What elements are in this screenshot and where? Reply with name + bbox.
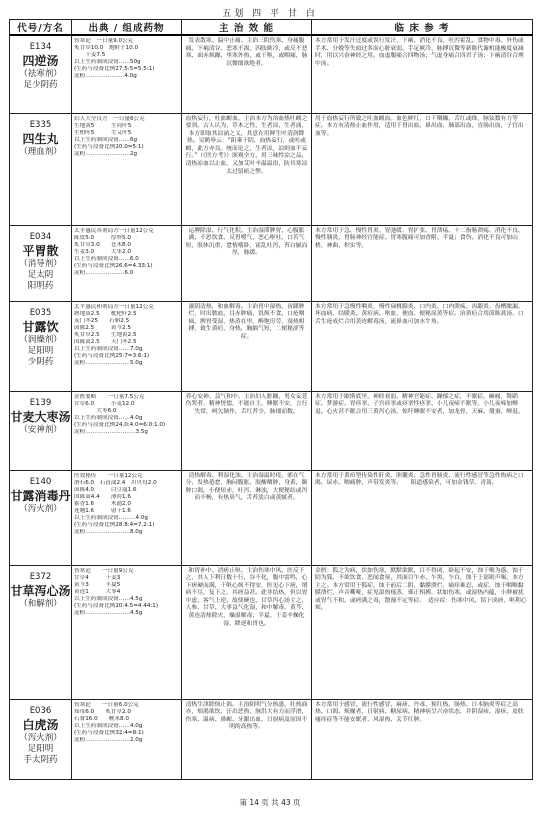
column-header-reference: 临 床 参 考 bbox=[312, 20, 533, 36]
formula-code: E372 bbox=[29, 571, 52, 582]
source-line: 国陈蒿4.4 薄荷1.6 bbox=[74, 493, 131, 500]
formula-type: （泻火剂） bbox=[19, 732, 62, 743]
source-line: 淀粉……………………2g bbox=[74, 150, 138, 157]
formula-meridian: 足阳明 bbox=[27, 345, 54, 356]
source-composition-cell bbox=[72, 35, 182, 113]
source-line: 伤寒论 一日量6.0公克 bbox=[74, 701, 139, 708]
source-line: 甘草6.0 小麦12.0 bbox=[74, 400, 135, 407]
source-line: (生药与浸膏比例27.5:5=5.5:1) bbox=[74, 66, 155, 72]
source-line: 伤寒论 一日量9.0公克 bbox=[74, 38, 134, 44]
source-line: 熟地黄2.5 枇杷叶2.5 bbox=[74, 310, 137, 317]
source-line: 淀粉…………………6.0 bbox=[74, 269, 134, 276]
source-line: 甘草4 干姜3 bbox=[74, 574, 121, 581]
formula-meridian: 阳明药 bbox=[27, 280, 54, 291]
source-line: 太平惠民和剂局方一日量12公克 bbox=[74, 303, 154, 310]
source-line: 以上生药制成浸膏……6.0 bbox=[74, 255, 139, 262]
effect-cell: 滋阴清热，和血解毒。主治胃中湿热、齿龈肿烂，时出脓血，目赤肿痛、饥烦不食，口疮咽痛，脾胃受湿，热蒸在里，醉饱房劳，湿热相搏，致生黄疸，身热，胸膈气短，二便秘涩等症。 bbox=[182, 301, 312, 391]
source-composition-cell bbox=[72, 391, 182, 470]
formula-meridian: 足太阴 bbox=[27, 269, 54, 280]
clinical-reference-cell: 本方常用于发汗过度或误行发汗、下痢、消化不良、吐泻霍乱、食物中毒、外伤或手术、分娩等失血过多而心脏衰弱、手足厥冷、脉搏沉微等新陈代谢机能极度衰减时，用以兴奋神经之用。血虚腹痛合四物汤；气虚身痛合四君子汤；下痢清谷合理中汤。 bbox=[312, 35, 533, 113]
source-line: 以上生药制成浸膏……7.0g bbox=[74, 345, 143, 352]
clinical-reference-cell: 金匮：狐之为病，状如伤寒，默默欲眠，目不得闭，卧起不安，蚀于喉为惑，蚀于阴为狐，不欲饮食，恶闻食臭，其面目乍赤、乍黑、乍白，蚀于上部则声喝，本方主之。本方常用于狐症，蚀于前后二阴，黏膜溃烂，痛痒难忍，或症，蚀于咽喉黏膜溃烂，声音嘶哑，症见湿热郁蒸，邪正相搏，状如伤寒，或湿热内蕴，小肿被扰或胃气不和，或痞满之毒，散漫不定等症。 适应症：伤寒中风，误下成痞，呕利心烦。 bbox=[312, 565, 533, 699]
formula-meridian: 足阳明 bbox=[27, 743, 54, 754]
effect-cell: 运脾除湿、行气化积。主治湿滞脾胃、心腹胀满、不思饮食、反胃嗳气、恶心呕吐、口苦气短，肢体沉重，怠惰嗜卧，霍乱吐泻，苔白腻而厚，脉缓。 bbox=[182, 225, 312, 301]
code-name-cell bbox=[10, 565, 72, 699]
formula-type: （和解剂） bbox=[19, 598, 62, 609]
source-line: 大枣6.0 bbox=[74, 407, 117, 414]
source-line: 淀粉……………………4.5g bbox=[74, 609, 143, 616]
formula-type: （祛寒剂） bbox=[19, 69, 62, 79]
source-composition-cell bbox=[72, 113, 182, 225]
table-row bbox=[10, 699, 533, 779]
effect-cell: 和胃补中、消痞止呕。主治伤寒中风，医反下之，其人下利日数十行，谷不化，腹中雷鸣，心下痞硬而满，干呕心烦不得安，医见心下痞，谓病不尽，复下之，其痞益甚。此非结热，但以胃中虚，客气上逆，故使硬也，甘草泻心汤主之，人参、甘草、大枣益气化湿，和中解毒，黄芩、黄连清热除火，燥湿解毒；半夏、干姜辛燥化湿，降逆和胃也。 bbox=[182, 565, 312, 699]
source-composition-cell bbox=[72, 699, 182, 779]
source-line: 生姜3.0 大枣2.0 bbox=[74, 248, 131, 255]
code-name-cell bbox=[10, 699, 72, 779]
source-line: 淀粉………………………3.5g bbox=[74, 428, 148, 435]
clinical-reference-cell: 本方常用于歇斯底里、神经衰弱、精神官能症、躁郁之症，不眠症，癫痫，舞蹈症、梦游症、胃痉挛、子宫痉挛或痉挛性痉挛、小儿夜啼不眠等。小儿夜啼加蝉退。心火甚不眠合用三黄泻心汤，惊吓睡眠不安者，加龙骨、天麻、僵蚕、蝉退。 bbox=[312, 391, 533, 470]
clinical-reference-cell: 本方常用于感冒、流行性感冒、麻疹、丹毒、猩红热、肠热、日本脑炎等症之高热、口渴、烦燥者、日射病、糖尿病、精神病呈兴奋状态，并阴湿疹、湿疹、皮肤瘙痒症等不能安眠者、风湿热、关节红肿。 bbox=[312, 699, 533, 779]
source-line: 淀粉……………………2.0g bbox=[74, 736, 143, 743]
source-line: 以上生药制成浸膏……4.0g bbox=[74, 414, 143, 421]
source-line: 淀粉……………………8.0g bbox=[74, 528, 143, 535]
formula-code: E335 bbox=[29, 119, 52, 130]
source-line: 干姜7.5 bbox=[74, 52, 106, 58]
clinical-reference-cell: 本方常用于黄疸型传染性肝炎、胆囊炎、急性胃肠炎、流行性感冒等急性热病之口渴、尿赤、咽痛肿、声带发炎等。 阳道感染者，可加金钱草、青蒿。 bbox=[312, 470, 533, 565]
source-line: 淀粉…………………4.0g bbox=[74, 73, 137, 79]
source-line: (生药与浸膏比例32:4=8:1) bbox=[74, 729, 144, 736]
formula-name: 白虎汤 bbox=[22, 717, 59, 732]
formula-type: （安神剂） bbox=[19, 424, 62, 435]
formula-code: E035 bbox=[29, 307, 52, 318]
source-line: 麦门冬25 石斛2.5 bbox=[74, 317, 130, 324]
code-name-cell bbox=[10, 225, 72, 301]
code-name-cell bbox=[10, 470, 72, 565]
column-header-code: 代号/方名 bbox=[10, 20, 72, 36]
source-line: (生药与浸膏比例26.6=4.33:1) bbox=[74, 262, 153, 269]
source-line: 以上生药制成浸膏………4.0g bbox=[74, 514, 148, 521]
source-line: 炙甘草10.0 炮附子10.0 bbox=[74, 45, 139, 51]
table-row bbox=[10, 113, 533, 225]
source-line: 炙甘草3.0 苍术8.0 bbox=[74, 241, 131, 248]
formula-meridian: 手太阴药 bbox=[23, 754, 58, 765]
source-line: 医效秘传 一日量12公克 bbox=[74, 472, 143, 479]
source-line: 以上生药制成浸膏……4.5g bbox=[74, 595, 143, 602]
source-line: 茵陈4.0 白豆蔻1.6 bbox=[74, 486, 137, 493]
effect-cell: 养心安神、益气和中。主治妇人脏躁、男女妄悲伤哭者，精神恍惚，不能自主，睡眠不安，言行失常，呵欠频作，舌红苔少，脉细而数。 bbox=[182, 391, 312, 470]
formula-code: E036 bbox=[29, 705, 52, 716]
column-header-effect: 主 治 效 能 bbox=[182, 20, 312, 36]
source-line: (生药与浸膏比例25:7=3.6:1) bbox=[74, 352, 150, 359]
effect-cell: 发表散寒、温中止痛。主治三阴伤寒、身痛腹痛、下痢清谷、恶寒不渴、四肢厥冷，或反不恶寒、面赤烦躁、里寒外热，或干呕，或咽痛，脉沉微细欲绝者。 bbox=[182, 35, 312, 113]
code-name-cell bbox=[10, 391, 72, 470]
source-line: 以上生药制成浸膏……4.0g bbox=[74, 722, 143, 729]
source-line: 陈皮5.0 厚朴5.0 bbox=[74, 234, 131, 241]
source-line: (生药与浸膏比例24.0:4.0=6.0:1.0) bbox=[74, 421, 166, 428]
formula-meridian: 少阴药 bbox=[27, 356, 54, 367]
effect-cell: 血热妄行，吐血衄血。主治本方为治血热吐衄之要剂。古人认为，草木之性，生者凉，生者涌，本方即取其凉涌之义，其意在用鲜生叶清润降热。吴鹤皋云：“阳乘于阴，血热妄行，或吐或衄，此方亦良。统而论之，生者凉，凉则血不妄行。”（《医方考》）颂观全方，用三味性凉之品，清热凉血以止血，又加艾叶辛温温宿，防其寒凉太过留瘀之弊。 bbox=[182, 113, 312, 225]
formula-code: E134 bbox=[29, 42, 52, 52]
table-header-row bbox=[10, 20, 533, 36]
source-line: 金匮要略 一日量7.5公克 bbox=[74, 393, 145, 400]
source-line: 生柏叶5 生艾叶5 bbox=[74, 129, 132, 136]
column-header-source: 出典 / 组成药物 bbox=[72, 20, 182, 36]
table-row bbox=[10, 565, 533, 699]
source-line: 藿香1.6 木通2.0 bbox=[74, 500, 131, 507]
formula-name: 四生丸 bbox=[22, 131, 59, 146]
source-line: (生药与浸膏比例20:4.5=4.44:1) bbox=[74, 602, 159, 609]
source-line: 黄连1 大枣4 bbox=[74, 588, 121, 595]
source-composition-cell bbox=[72, 565, 182, 699]
formula-code: E034 bbox=[29, 231, 52, 242]
formula-type: （消导剂） bbox=[19, 258, 62, 269]
code-name-cell bbox=[10, 35, 72, 113]
effect-cell: 清热解毒、利湿化浊。主治湿温时疫，邪在气分，发热倦怠，胸闷腹胀，肢酸咽肿，身黄，颐肿口渴，小便短赤，吐泻，淋浊，大便秘结或泻而不畅，有热臭气，舌苔淡白或黄腻者。 bbox=[182, 470, 312, 565]
formula-name: 四逆汤 bbox=[22, 54, 59, 68]
clinical-reference-cell: 用于血热妄行所致之吐血衄血。血色鲜红，口干咽燥，舌红或绛，脉弦数有力等症。本方有清热止血作用，适用于胃出血、鼻出血，肺部出血，直肠出血，子宫出血等。 bbox=[312, 113, 533, 225]
table-row bbox=[10, 35, 533, 113]
formula-code: E140 bbox=[29, 476, 52, 487]
source-line: 伤寒论 一日量9公克 bbox=[74, 567, 134, 574]
formula-name: 甘麦大枣汤 bbox=[10, 409, 71, 424]
source-line: 淀粉……………………5.0g bbox=[74, 359, 143, 366]
formula-type: （泻火剂） bbox=[19, 503, 62, 514]
source-line: 以上生药制成浸膏……50g bbox=[74, 59, 141, 65]
formula-meridian: 足少阴药 bbox=[23, 80, 58, 90]
source-composition-cell bbox=[72, 470, 182, 565]
table-row bbox=[10, 301, 533, 391]
source-line: 石膏16.0 粳米8.0 bbox=[74, 715, 129, 722]
table-row bbox=[10, 225, 533, 301]
table-body bbox=[10, 35, 533, 779]
page-header: 五划 四 平 甘 白 bbox=[222, 9, 318, 19]
source-line: (生药与浸膏比例20.0=5:1) bbox=[74, 143, 144, 150]
page-footer: 第 14 页 共 43 页 bbox=[239, 798, 301, 807]
source-line: 国陈蒿2.5 天门冬2.5 bbox=[74, 338, 137, 345]
source-line: (生药与浸膏比例28.8:4=7.2:1) bbox=[74, 521, 155, 528]
source-composition-cell bbox=[72, 225, 182, 301]
formula-name: 平胃散 bbox=[22, 243, 59, 258]
formula-name: 甘草泻心汤 bbox=[10, 583, 71, 598]
source-line: 以上生药制成浸膏……6g bbox=[74, 136, 138, 143]
formula-code: E139 bbox=[29, 397, 52, 408]
clinical-reference-cell: 本方常用于急慢性咽炎，慢性扁桃腺炎、口内炎、口内溃疡、齿龈炎、齿槽脓漏、坏血病、结膜炎、黄疸病、呕血、便血、便秘尿黄等症。治黄疸合用茵陈蒿汤，口舌生疮成烂合用黄连解毒汤，流鼻血可加水牛角。 bbox=[312, 301, 533, 391]
table-row bbox=[10, 391, 533, 470]
formula-table bbox=[9, 19, 533, 780]
source-line: 生地黄5 生荷叶5 bbox=[74, 122, 132, 129]
formula-type: （理血剂） bbox=[19, 146, 62, 157]
formula-name: 甘露消毒丹 bbox=[10, 488, 71, 503]
formula-type: （润燥剂） bbox=[19, 334, 62, 345]
source-line: 炙甘草2.5 生地黄2.5 bbox=[74, 331, 137, 338]
code-name-cell bbox=[10, 301, 72, 391]
code-name-cell bbox=[10, 113, 72, 225]
source-line: 知母6.0 炙甘草2.0 bbox=[74, 708, 131, 715]
source-composition-cell bbox=[72, 301, 182, 391]
clinical-reference-cell: 本方常用于急、慢性胃炎、胃弛缓、胃扩张、胃溃疡、十二指肠溃疡、消化不良、慢性胰炎、胃肠神经官能症。胃寒腹痛可加香附、半夏；食伤、消化不良可加山楂、神曲、枳实等。 bbox=[312, 225, 533, 301]
source-line: 黄芩3 半夏5 bbox=[74, 581, 121, 588]
source-line: 妇人大全良方 一日量6公克 bbox=[74, 115, 145, 122]
source-line: 茵陈2.5 黄芩2.5 bbox=[74, 324, 131, 331]
source-line: 太平惠民各剂局方一日量12公克 bbox=[74, 227, 154, 234]
table-row bbox=[10, 470, 533, 565]
source-line: 滑石6.0 石菖蒲2.4 川贝母2.0 bbox=[74, 479, 157, 486]
effect-cell: 清热生津除烦止渴。主治阳明气分热盛，壮热面赤，烦渴欲饮，汗出恶热，脉洪大有力而浮滑，伤寒、温病、鼻衄、牙龈出血，日射病及原因不明的高热等。 bbox=[182, 699, 312, 779]
source-line: 连翘1.6 射干1.6 bbox=[74, 507, 131, 514]
formula-name: 甘露饮 bbox=[22, 319, 59, 334]
